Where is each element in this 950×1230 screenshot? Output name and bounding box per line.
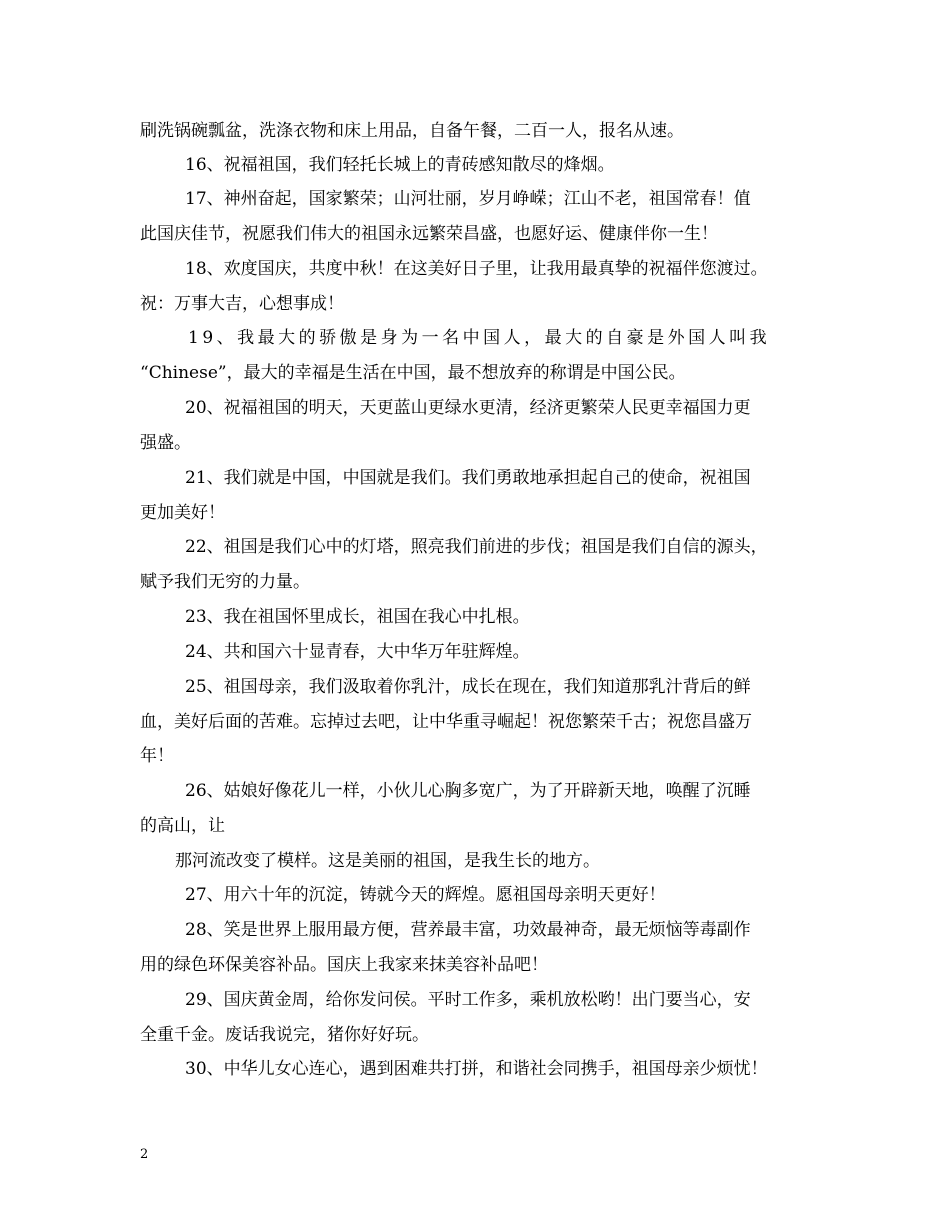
text-line: 16、祝福祖国，我们轻托长城上的青砖感知散尽的烽烟。	[185, 155, 615, 175]
text-line: 18、欢度国庆，共度中秋！在这美好日子里，让我用最真挚的祝福伴您渡过。	[185, 259, 768, 279]
text-line: 全重千金。废话我说完，猪你好好玩。	[140, 1025, 429, 1045]
text-line: 血，美好后面的苦难。忘掉过去吧，让中华重寻崛起！祝您繁荣千古；祝您昌盛万	[140, 712, 752, 732]
text-line: 的高山，让	[140, 816, 225, 836]
text-line: 赋予我们无穷的力量。	[140, 572, 310, 592]
text-line: 23、我在祖国怀里成长，祖国在我心中扎根。	[185, 607, 530, 627]
text-line: 更加美好！	[140, 503, 225, 523]
text-line: 30、中华儿女心连心，遇到困难共打拼，和谐社会同携手，祖国母亲少烦忧！	[185, 1059, 768, 1079]
text-line: 21、我们就是中国，中国就是我们。我们勇敢地承担起自己的使命，祝祖国	[185, 468, 751, 488]
text-line: 22、祖国是我们心中的灯塔，照亮我们前进的步伐；祖国是我们自信的源头，	[185, 537, 768, 557]
text-line: “Chinese”，最大的幸福是生活在中国，最不想放弃的称谓是中国公民。	[140, 363, 686, 383]
text-line: 年！	[140, 746, 174, 766]
text-line: 刷洗锅碗瓢盆，洗涤衣物和床上用品，自备午餐，二百一人，报名从速。	[140, 121, 684, 141]
text-line: 祝：万事大吉，心想事成！	[140, 294, 344, 314]
page-number: 2	[140, 1147, 149, 1162]
text-line: 用的绿色环保美容补品。国庆上我家来抹美容补品吧！	[140, 955, 548, 975]
text-line: 此国庆佳节，祝愿我们伟大的祖国永远繁荣昌盛，也愿好运、健康伴你一生！	[140, 224, 718, 244]
text-line: 20、祝福祖国的明天，天更蓝山更绿水更清，经济更繁荣人民更幸福国力更	[185, 398, 751, 418]
text-line: 27、用六十年的沉淀，铸就今天的辉煌。愿祖国母亲明天更好！	[185, 885, 666, 905]
text-line: 那河流改变了模样。这是美丽的祖国，是我生长的地方。	[175, 851, 600, 871]
text-line: 24、共和国六十显青春，大中华万年驻辉煌。	[185, 642, 530, 662]
text-line: 29、国庆黄金周，给你发问侯。平时工作多，乘机放松哟！出门要当心，安	[185, 990, 751, 1010]
text-line: 28、笑是世界上服用最方便，营养最丰富，功效最神奇，最无烦恼等毒副作	[185, 920, 751, 940]
text-line: 17、神州奋起，国家繁荣；山河壮丽，岁月峥嵘；江山不老，祖国常春！值	[185, 189, 751, 209]
text-line: 26、姑娘好像花儿一样，小伙儿心胸多宽广，为了开辟新天地，唤醒了沉睡	[185, 781, 751, 801]
text-line: 19、我最大的骄傲是身为一名中国人，最大的自豪是外国人叫我	[188, 328, 771, 348]
text-line: 强盛。	[140, 433, 191, 453]
text-line: 25、祖国母亲，我们汲取着你乳汁，成长在现在，我们知道那乳汁背后的鲜	[185, 677, 751, 697]
